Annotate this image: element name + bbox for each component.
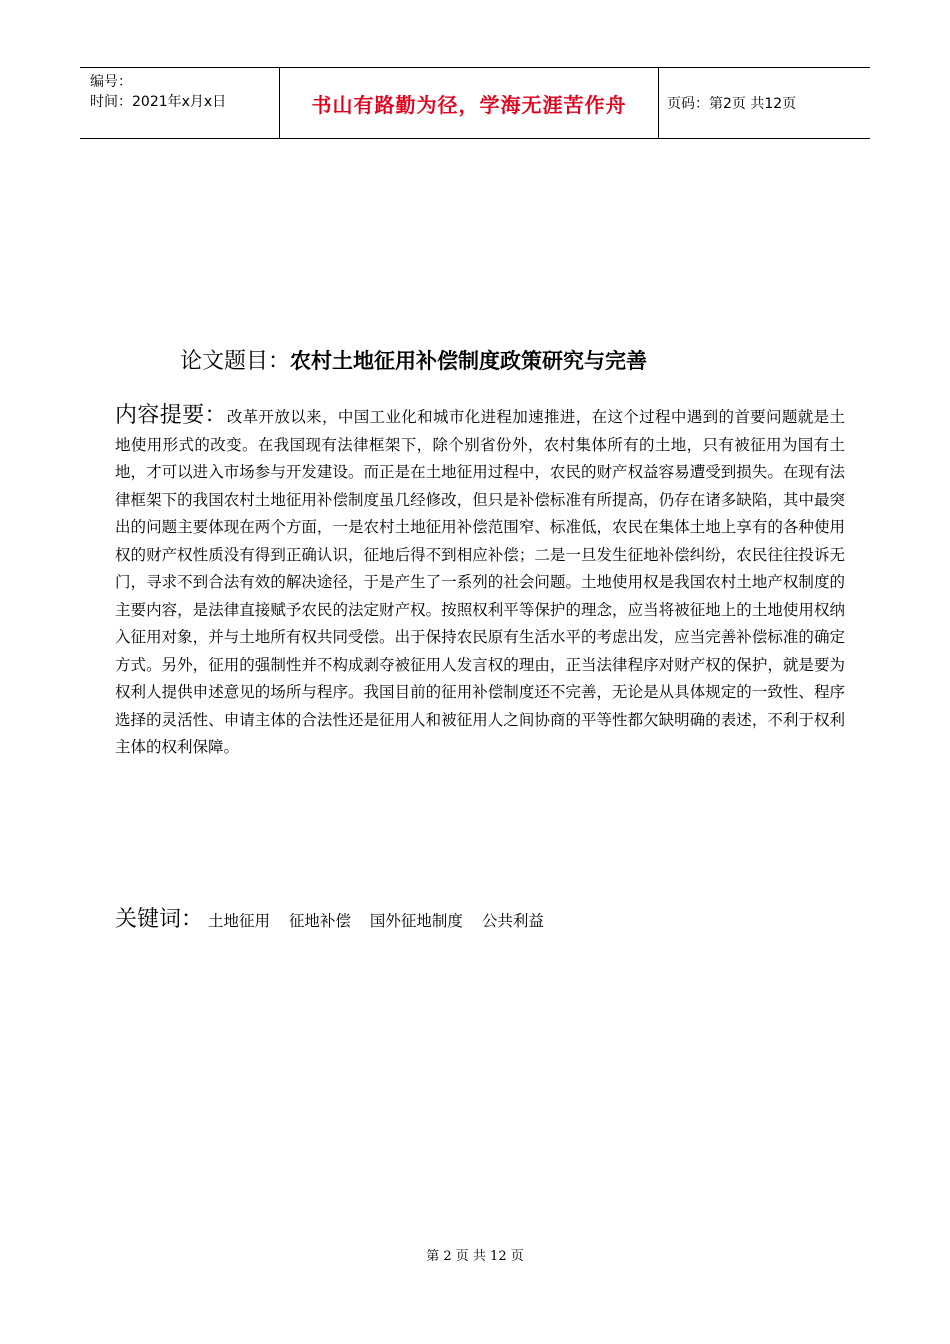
title-text: 农村土地征用补偿制度政策研究与完善: [290, 349, 648, 373]
header-page-info-cell: [659, 68, 870, 138]
keywords-section: [115, 902, 845, 933]
page-footer: [0, 1245, 950, 1264]
number-label: 编号：: [90, 74, 132, 90]
keyword: 公共利益: [481, 912, 544, 930]
abstract-text: 改革开放以来，中国工业化和城市化进程加速推进，在这个过程中遇到的首要问题就是土地使用形式的改变。在我国现有法律框架下，除个别省份外，农村集体所有的土地，只有被征用为国有土地，才可以进入市场参与开发建设。而正是在土地征用过程中，农民的财产权益容易遭受到损失。在现有法律框架下的我国农村土地征用补偿制度虽几经修改，但只是补偿标准有所提高，仍存在诸多缺陷，其中最突出的问题主要体现在两个方面，一是农村土地征用补偿范围窄、标准低，农民在集体土地上享有的各种使用权的财产权性质没有得到正确认识，征地后得不到相应补偿；二是一旦发生征地补偿纠纷，农民往往投诉无门，寻求不到合法有效的解决途径，于是产生了一系列的社会问题。土地使用权是我国农村土地产权制度的主要内容，是法律直接赋予农民的法定财产权。按照权利平等保护的理念，应当将被征地上的土地使用权纳入征用对象，并与土地所有权共同受偿。出于保持农民原有生活水平的考虑出发，应当完善补偿标准的确定方式。另外，征用的强制性并不构成剥夺被征用人发言权的理由，正当法律程序对财产权的保护，就是要为权利人提供申述意见的场所与程序。我国目前的征用补偿制度还不完善，无论是从具体规定的一致性、程序选择的灵活性、申请主体的合法性还是征用人和被征用人之间协商的平等性都欠缺明确的表述，不利于权利主体的权利保障。: [115, 408, 845, 756]
title-label: 论文题目：: [180, 349, 291, 374]
abstract-section: [115, 402, 845, 762]
footer-page-number: 第 2 页 共 12 页: [426, 1249, 524, 1264]
page-info: 页码：第2页 共12页: [667, 96, 797, 112]
header-meta: [80, 68, 280, 138]
keyword: 土地征用: [207, 912, 270, 930]
time-label: 时间：2021年x月x日: [90, 94, 227, 110]
header-motto-cell: [280, 68, 659, 138]
keyword: 国外征地制度: [369, 912, 463, 930]
abstract-label: 内容提要：: [115, 403, 227, 428]
keyword: 征地补偿: [288, 912, 351, 930]
keywords-label: 关键词：: [115, 907, 204, 932]
page-header: [80, 67, 870, 139]
paper-title: [180, 344, 880, 375]
motto-text: 书山有路勤为径，学海无涯苦作舟: [311, 92, 627, 117]
